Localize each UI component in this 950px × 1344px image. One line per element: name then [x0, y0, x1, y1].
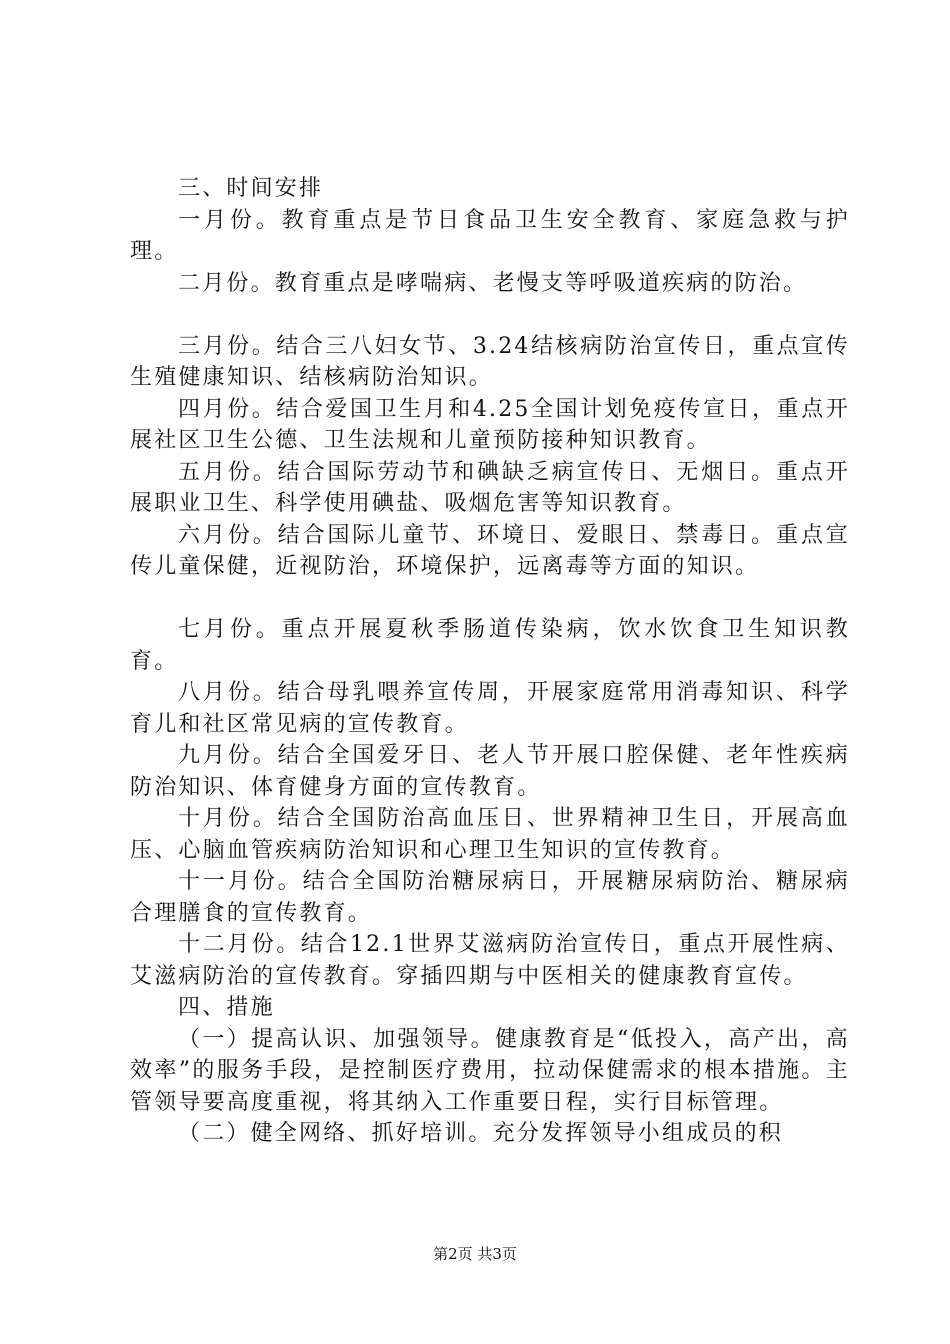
section-heading-measures: 四、措施	[178, 995, 275, 1020]
paragraph-october: 十月份。结合全国防治高血压日、世界精神卫生日，开展高血压、心脑血管疾病防治知识和心理卫生知识的宣传教育。	[130, 806, 850, 863]
section-heading-schedule: 三、时间安排	[178, 176, 324, 201]
paragraph-september: 九月份。结合全国爱牙日、老人节开展口腔保健、老年性疾病防治知识、体育健身方面的宣传教育。	[130, 743, 850, 800]
paragraph-july: 七月份。重点开展夏秋季肠道传染病，饮水饮食卫生知识教育。	[130, 617, 850, 674]
paragraph-june: 六月份。结合国际儿童节、环境日、爱眼日、禁毒日。重点宣传儿童保健，近视防治，环境保护，远离毒等方面的知识。	[130, 522, 850, 579]
paragraph-december: 十二月份。结合12.1世界艾滋病防治宣传日，重点开展性病、艾滋病防治的宣传教育。穿插四期与中医相关的健康教育宣传。	[130, 932, 850, 989]
paragraph-february: 二月份。教育重点是哮喘病、老慢支等呼吸道疾病的防治。	[178, 270, 808, 296]
document-body	[130, 173, 850, 1150]
paragraph-january: 一月份。教育重点是节日食品卫生安全教育、家庭急救与护理。	[130, 207, 850, 264]
paragraph-may: 五月份。结合国际劳动节和碘缺乏病宣传日、无烟日。重点开展职业卫生、科学使用碘盐、吸烟危害等知识教育。	[130, 459, 850, 516]
paragraph-august: 八月份。结合母乳喂养宣传周，开展家庭常用消毒知识、科学育儿和社区常见病的宣传教育。	[130, 680, 850, 737]
page-footer: 第2页 共3页	[433, 1245, 517, 1263]
paragraph-november: 十一月份。结合全国防治糖尿病日，开展糖尿病防治、糖尿病合理膳食的宣传教育。	[130, 869, 850, 926]
paragraph-april: 四月份。结合爱国卫生月和4.25全国计划免疫传宣日，重点开展社区卫生公德、卫生法规和儿童预防接种知识教育。	[130, 396, 850, 453]
paragraph-measure-2: （二）健全网络、抓好培训。充分发挥领导小组成员的积	[178, 1121, 784, 1146]
paragraph-measure-1: （一）提高认识、加强领导。健康教育是“低投入，高产出，高效率”的服务手段，是控制医疗费用，拉动保健需求的根本措施。主管领导要高度重视，将其纳入工作重要日程，实行目标管理。	[130, 1026, 850, 1115]
paragraph-march: 三月份。结合三八妇女节、3.24结核病防治宣传日，重点宣传生殖健康知识、结核病防治知识。	[130, 333, 850, 390]
